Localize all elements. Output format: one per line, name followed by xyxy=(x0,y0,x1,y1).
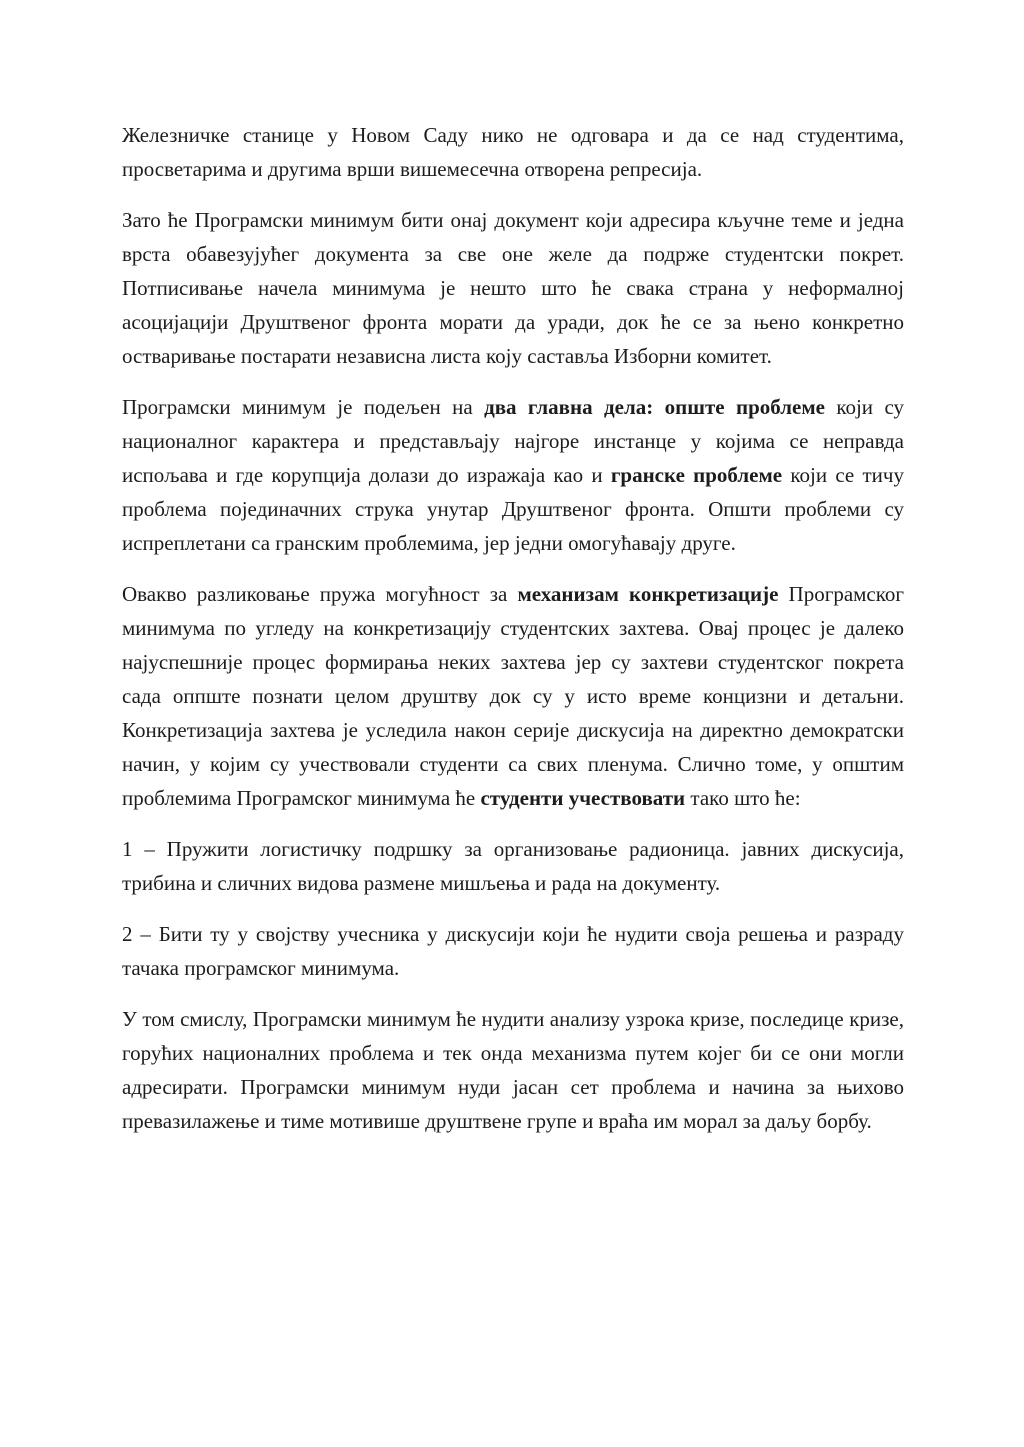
text-run-bold: два главна дела: опште проблеме xyxy=(484,395,825,419)
document-body xyxy=(122,118,904,1138)
text-run: Програмски минимум је подељен на xyxy=(122,395,485,419)
text-run: Железничке станице у Новом Саду нико не одговара и да се над студентима, просветарима и другима врши вишемесечна отворена репресија. xyxy=(122,123,904,181)
paragraph xyxy=(122,577,904,815)
text-run: Зато ће Програмски минимум бити онај документ који адресира кључне теме и једна врста обавезујућег документа за све оне желе да подрже студентски покрет. Потписивање начела минимума је нешто што ће свака страна у неформалној асоцијацији Друштвеног фронта морати да уради, док ће се за њено конкретно остваривање постарати независна листа коју саставља Изборни комитет. xyxy=(122,208,904,368)
text-run-bold: механизам конкретизације xyxy=(517,582,779,606)
paragraph xyxy=(122,203,904,373)
text-run: Овакво разликовање пружа могућност за xyxy=(122,582,518,606)
paragraph xyxy=(122,917,904,985)
text-run: Програмског минимума по угледу на конкретизацију студентских захтева. Овај процес је далеко најуспешније процес формирања неких захтева јер су захтеви студентског покрета сада оппште познати целом друштву док су у исто време концизни и детаљни. Конкретизација захтева је уследила након серије дискусија на директно демократски начин, у којим су учествовали студенти са свих пленума. Слично томе, у општим проблемима Програмског минимума ће xyxy=(122,582,904,810)
text-run-bold: гранске проблеме xyxy=(610,463,783,487)
text-run: У том смислу, Програмски минимум ће нудити анализу узрока кризе, последице кризе, горућих националних проблема и тек онда механизма путем којег би се они могли адресирати. Програмски минимум нуди јасан сет проблема и начина за њихово превазилажење и тиме мотивише друштвене групе и враћа им морал за даљу борбу. xyxy=(122,1007,904,1133)
text-run: 2 – Бити ту у својству учесника у дискусији који ће нудити своја решења и разраду тачака програмског минимума. xyxy=(122,922,904,980)
text-run: који су националног карактера и представљају најгоре инстанце у којима се неправда испољава и где корупција долази до изражаја као и xyxy=(122,395,904,487)
paragraph xyxy=(122,832,904,900)
paragraph xyxy=(122,118,904,186)
paragraph xyxy=(122,1002,904,1138)
text-run: тако што ће: xyxy=(685,786,801,810)
paragraph xyxy=(122,390,904,560)
text-run-bold: студенти учествовати xyxy=(480,786,686,810)
text-run: који се тичу проблема појединачних струка унутар Друштвеног фронта. Општи проблеми су испреплетани са гранским проблемима, јер једни омогућавају друге. xyxy=(122,463,904,555)
text-run: 1 – Пружити логистичку подршку за организовање радионица. јавних дискусија, трибина и сличних видова размене мишљења и рада на документу. xyxy=(122,837,904,895)
